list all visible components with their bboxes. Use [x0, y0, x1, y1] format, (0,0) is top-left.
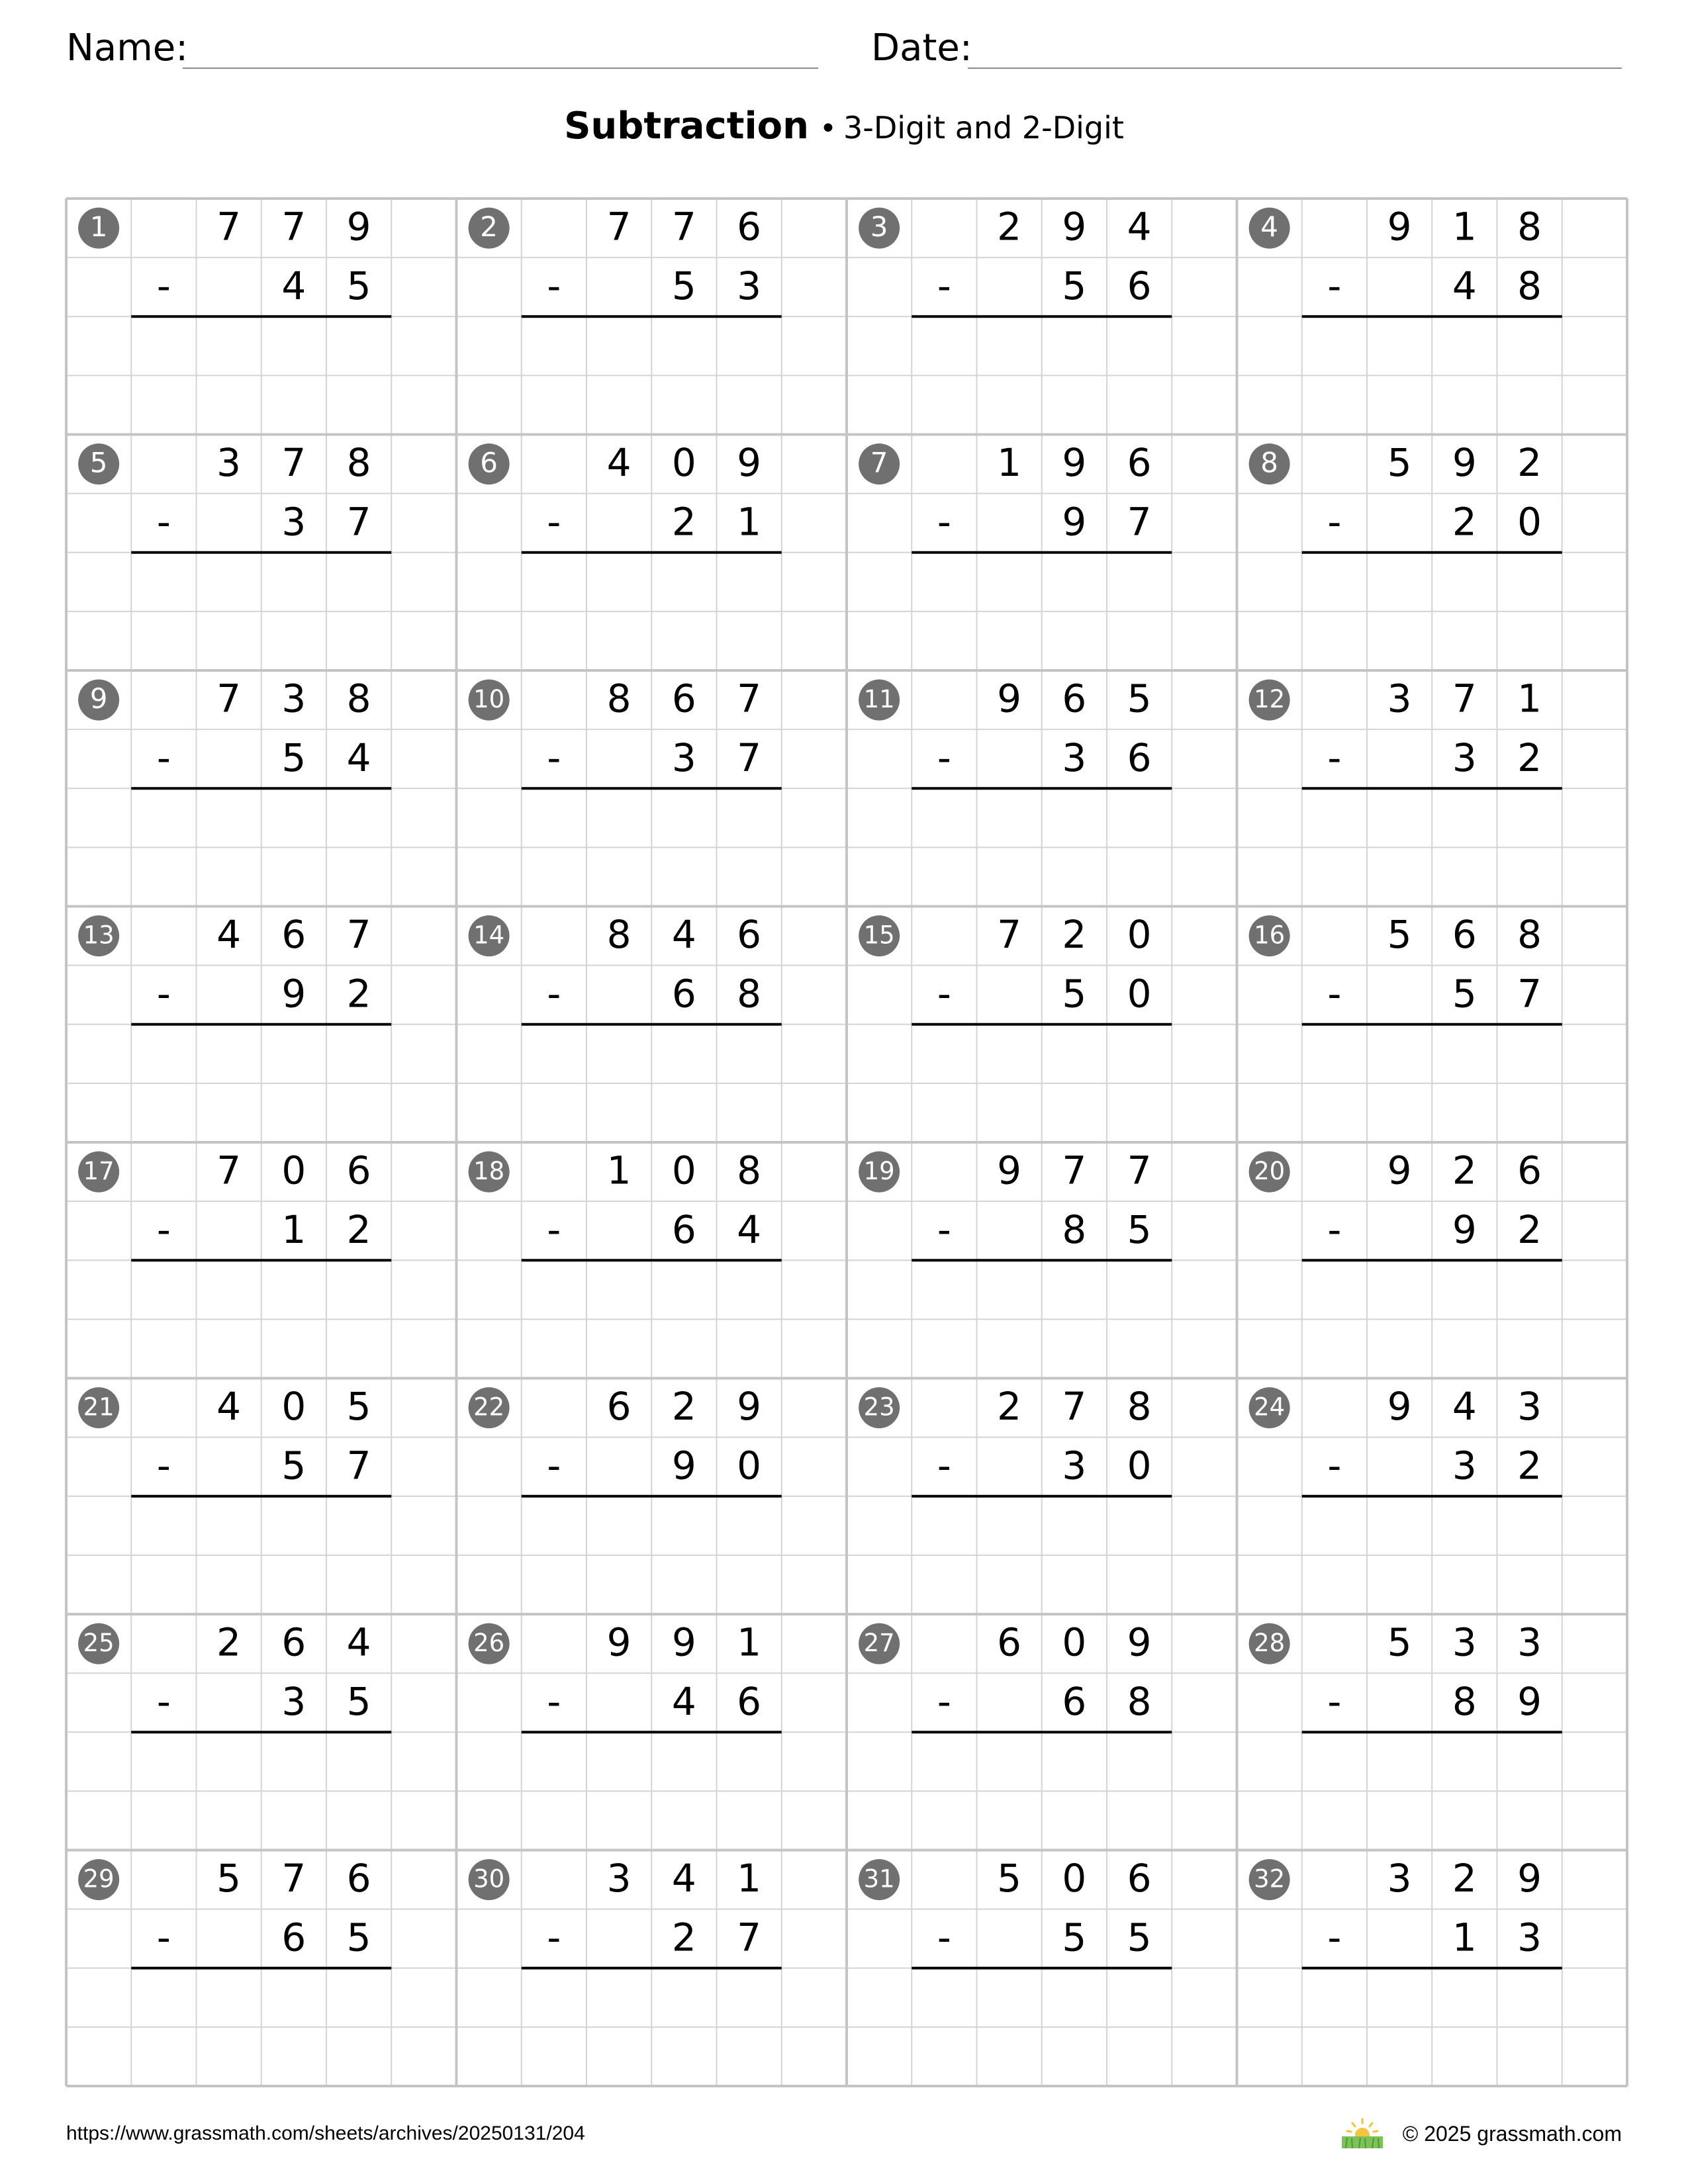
problem-number: 29	[83, 1864, 115, 1893]
problem-number: 1	[89, 210, 108, 244]
problem-number: 31	[863, 1864, 895, 1893]
subtrahend-digit: 9	[1452, 1206, 1477, 1252]
subtrahend-digit: 5	[1452, 971, 1477, 1017]
subtrahend-digit: 1	[1452, 1915, 1477, 1960]
problem-number: 12	[1254, 685, 1286, 714]
minuend-digit: 7	[216, 676, 242, 721]
minus-sign: -	[937, 499, 951, 545]
minuend-digit: 9	[737, 440, 762, 486]
subtrahend-digit: 6	[737, 1678, 762, 1724]
subtrahend-digit: 5	[281, 735, 306, 780]
minuend-digit: 0	[671, 440, 696, 486]
minuend-digit: 7	[281, 204, 306, 250]
minuend-digit: 6	[1517, 1148, 1542, 1193]
minuend-digit: 9	[346, 204, 371, 250]
minuend-digit: 8	[1127, 1384, 1152, 1430]
minuend-digit: 9	[1452, 440, 1477, 486]
minuend-digit: 6	[1127, 1856, 1152, 1901]
subtrahend-digit: 3	[1452, 735, 1477, 780]
minuend-digit: 1	[1452, 204, 1477, 250]
minuend-digit: 7	[606, 204, 632, 250]
problem-number: 7	[870, 446, 888, 479]
minuend-digit: 6	[997, 1619, 1022, 1665]
minuend-digit: 4	[216, 1384, 242, 1430]
minuend-digit: 0	[671, 1148, 696, 1193]
minuend-digit: 7	[281, 1856, 306, 1901]
problem-number: 17	[83, 1157, 115, 1186]
problem-number: 19	[863, 1157, 895, 1186]
subtrahend-digit: 6	[671, 1206, 696, 1252]
minus-sign: -	[1327, 263, 1342, 308]
minuend-digit: 2	[1517, 440, 1542, 486]
subtrahend-digit: 5	[346, 1915, 371, 1960]
subtrahend-digit: 0	[737, 1443, 762, 1488]
footer-copyright: © 2025 grassmath.com	[1402, 2121, 1622, 2146]
minus-sign: -	[937, 1443, 951, 1488]
subtrahend-digit: 5	[281, 1443, 306, 1488]
subtrahend-digit: 1	[737, 499, 762, 545]
minus-sign: -	[547, 499, 561, 545]
minuend-digit: 6	[346, 1856, 371, 1901]
minuend-digit: 3	[1387, 676, 1412, 721]
minuend-digit: 8	[346, 676, 371, 721]
minuend-digit: 0	[1127, 912, 1152, 958]
minuend-digit: 6	[1127, 440, 1152, 486]
subtrahend-digit: 6	[1127, 263, 1152, 308]
minuend-digit: 2	[1452, 1148, 1477, 1193]
problem-number: 20	[1254, 1157, 1286, 1186]
subtrahend-digit: 2	[1517, 735, 1542, 780]
minus-sign: -	[156, 263, 171, 308]
subtrahend-digit: 5	[346, 1678, 371, 1724]
problem-number: 3	[870, 210, 888, 244]
minus-sign: -	[937, 735, 951, 780]
minus-sign: -	[937, 971, 951, 1017]
minuend-digit: 5	[1387, 440, 1412, 486]
subtrahend-digit: 9	[1517, 1678, 1542, 1724]
minuend-digit: 6	[281, 1619, 306, 1665]
subtrahend-digit: 5	[346, 263, 371, 308]
minuend-digit: 9	[1062, 440, 1087, 486]
minuend-digit: 3	[1452, 1619, 1477, 1665]
minuend-digit: 8	[1517, 912, 1542, 958]
minus-sign: -	[547, 1678, 561, 1724]
problem-number: 11	[863, 685, 895, 714]
subtrahend-digit: 9	[281, 971, 306, 1017]
minuend-digit: 0	[281, 1384, 306, 1430]
subtrahend-digit: 5	[1127, 1915, 1152, 1960]
subtrahend-digit: 2	[1517, 1443, 1542, 1488]
minuend-digit: 6	[737, 204, 762, 250]
minuend-digit: 6	[671, 676, 696, 721]
problem-number: 21	[83, 1392, 115, 1422]
subtrahend-digit: 5	[1062, 971, 1087, 1017]
subtrahend-digit: 7	[737, 1915, 762, 1960]
subtrahend-digit: 5	[1062, 1915, 1087, 1960]
problem-number: 16	[1254, 921, 1286, 950]
minuend-digit: 7	[346, 912, 371, 958]
minuend-digit: 5	[1387, 1619, 1412, 1665]
subtrahend-digit: 9	[1062, 499, 1087, 545]
minuend-digit: 0	[1062, 1856, 1087, 1901]
minuend-digit: 1	[737, 1619, 762, 1665]
minuend-digit: 9	[1387, 204, 1412, 250]
minuend-digit: 3	[606, 1856, 632, 1901]
minuend-digit: 5	[346, 1384, 371, 1430]
minuend-digit: 9	[1127, 1619, 1152, 1665]
subtrahend-digit: 7	[1127, 499, 1152, 545]
problem-number: 25	[83, 1629, 115, 1658]
minus-sign: -	[937, 263, 951, 308]
minuend-digit: 3	[281, 676, 306, 721]
minus-sign: -	[1327, 735, 1342, 780]
subtrahend-digit: 7	[346, 1443, 371, 1488]
subtrahend-digit: 3	[737, 263, 762, 308]
subtrahend-digit: 4	[1452, 263, 1477, 308]
problem-number: 24	[1254, 1392, 1286, 1422]
subtrahend-digit: 8	[1452, 1678, 1477, 1724]
minuend-digit: 4	[671, 912, 696, 958]
problem-number: 2	[480, 210, 498, 244]
subtrahend-digit: 3	[1452, 1443, 1477, 1488]
minus-sign: -	[156, 735, 171, 780]
minuend-digit: 8	[606, 676, 632, 721]
minuend-digit: 2	[671, 1384, 696, 1430]
date-label: Date:	[871, 26, 972, 69]
minuend-digit: 2	[997, 1384, 1022, 1430]
minuend-digit: 8	[606, 912, 632, 958]
minuend-digit: 4	[606, 440, 632, 486]
minus-sign: -	[937, 1915, 951, 1960]
minus-sign: -	[1327, 1915, 1342, 1960]
minuend-digit: 4	[1452, 1384, 1477, 1430]
minuend-digit: 8	[737, 1148, 762, 1193]
minuend-digit: 7	[737, 676, 762, 721]
problem-number: 18	[473, 1157, 505, 1186]
subtrahend-digit: 3	[281, 1678, 306, 1724]
subtrahend-digit: 8	[1127, 1678, 1152, 1724]
subtrahend-digit: 4	[671, 1678, 696, 1724]
subtrahend-digit: 2	[1517, 1206, 1542, 1252]
subtrahend-digit: 8	[1517, 263, 1542, 308]
subtrahend-digit: 3	[1062, 735, 1087, 780]
minuend-digit: 1	[997, 440, 1022, 486]
subtrahend-digit: 8	[1062, 1206, 1087, 1252]
problem-number: 32	[1254, 1864, 1286, 1893]
title-subtitle: 3-Digit and 2-Digit	[843, 110, 1124, 146]
minuend-digit: 9	[997, 676, 1022, 721]
title-separator: •	[820, 112, 837, 146]
minus-sign: -	[937, 1678, 951, 1724]
minuend-digit: 5	[1127, 676, 1152, 721]
minuend-digit: 2	[1452, 1856, 1477, 1901]
minuend-digit: 9	[737, 1384, 762, 1430]
minuend-digit: 2	[216, 1619, 242, 1665]
subtrahend-digit: 2	[1452, 499, 1477, 545]
subtrahend-digit: 0	[1517, 499, 1542, 545]
subtrahend-digit: 2	[671, 1915, 696, 1960]
minus-sign: -	[1327, 1443, 1342, 1488]
problem-number: 28	[1254, 1629, 1286, 1658]
minus-sign: -	[547, 263, 561, 308]
minuend-digit: 1	[737, 1856, 762, 1901]
minus-sign: -	[937, 1206, 951, 1252]
minuend-digit: 0	[281, 1148, 306, 1193]
minuend-digit: 9	[606, 1619, 632, 1665]
minuend-digit: 4	[1127, 204, 1152, 250]
problem-number: 30	[473, 1864, 505, 1893]
minuend-digit: 6	[1062, 676, 1087, 721]
minuend-digit: 7	[1062, 1148, 1087, 1193]
minuend-digit: 9	[997, 1148, 1022, 1193]
minuend-digit: 6	[737, 912, 762, 958]
problem-number: 4	[1260, 210, 1278, 244]
problem-number: 5	[89, 446, 108, 479]
subtrahend-digit: 3	[1517, 1915, 1542, 1960]
problem-number: 14	[473, 921, 505, 950]
subtrahend-digit: 2	[346, 1206, 371, 1252]
minuend-digit: 6	[281, 912, 306, 958]
minuend-digit: 9	[671, 1619, 696, 1665]
minuend-digit: 4	[346, 1619, 371, 1665]
minuend-digit: 7	[216, 204, 242, 250]
problem-number: 6	[480, 446, 498, 479]
minus-sign: -	[547, 971, 561, 1017]
minuend-digit: 2	[1062, 912, 1087, 958]
subtrahend-digit: 5	[1127, 1206, 1152, 1252]
minuend-digit: 6	[1452, 912, 1477, 958]
minus-sign: -	[156, 971, 171, 1017]
minuend-digit: 1	[1517, 676, 1542, 721]
minuend-digit: 7	[1062, 1384, 1087, 1430]
problem-number: 13	[83, 921, 115, 950]
minus-sign: -	[547, 1443, 561, 1488]
subtrahend-digit: 6	[1127, 735, 1152, 780]
problem-number: 15	[863, 921, 895, 950]
problem-number: 8	[1260, 446, 1278, 479]
minuend-digit: 0	[1062, 1619, 1087, 1665]
minuend-digit: 5	[1387, 912, 1412, 958]
minuend-digit: 2	[997, 204, 1022, 250]
minus-sign: -	[547, 1206, 561, 1252]
subtrahend-digit: 6	[671, 971, 696, 1017]
minus-sign: -	[156, 1678, 171, 1724]
minus-sign: -	[156, 1206, 171, 1252]
subtrahend-digit: 0	[1127, 971, 1152, 1017]
minuend-digit: 4	[671, 1856, 696, 1901]
minuend-digit: 7	[1127, 1148, 1152, 1193]
problem-number: 23	[863, 1392, 895, 1422]
minuend-digit: 4	[216, 912, 242, 958]
minuend-digit: 6	[606, 1384, 632, 1430]
subtrahend-digit: 8	[737, 971, 762, 1017]
problem-number: 26	[473, 1629, 505, 1658]
minuend-digit: 1	[606, 1148, 632, 1193]
subtrahend-digit: 4	[737, 1206, 762, 1252]
minus-sign: -	[156, 1443, 171, 1488]
minuend-digit: 5	[997, 1856, 1022, 1901]
minus-sign: -	[1327, 1678, 1342, 1724]
minuend-digit: 6	[346, 1148, 371, 1193]
subtrahend-digit: 6	[281, 1915, 306, 1960]
minuend-digit: 9	[1387, 1148, 1412, 1193]
minuend-digit: 8	[1517, 204, 1542, 250]
minuend-digit: 8	[346, 440, 371, 486]
subtrahend-digit: 0	[1127, 1443, 1152, 1488]
minus-sign: -	[1327, 971, 1342, 1017]
subtrahend-digit: 7	[346, 499, 371, 545]
minuend-digit: 9	[1387, 1384, 1412, 1430]
subtrahend-digit: 4	[281, 263, 306, 308]
problem-number: 9	[89, 682, 108, 715]
subtrahend-digit: 6	[1062, 1678, 1087, 1724]
minuend-digit: 7	[1452, 676, 1477, 721]
subtrahend-digit: 5	[671, 263, 696, 308]
name-label: Name:	[66, 26, 189, 69]
minuend-digit: 3	[216, 440, 242, 486]
minus-sign: -	[156, 499, 171, 545]
subtrahend-digit: 2	[346, 971, 371, 1017]
footer-url: https://www.grassmath.com/sheets/archives/20250131/204	[66, 2122, 585, 2144]
subtrahend-digit: 7	[1517, 971, 1542, 1017]
minus-sign: -	[1327, 499, 1342, 545]
subtrahend-digit: 1	[281, 1206, 306, 1252]
problem-number: 27	[863, 1629, 895, 1658]
subtrahend-digit: 3	[1062, 1443, 1087, 1488]
minuend-digit: 7	[997, 912, 1022, 958]
subtrahend-digit: 2	[671, 499, 696, 545]
minuend-digit: 3	[1517, 1619, 1542, 1665]
minus-sign: -	[547, 1915, 561, 1960]
minus-sign: -	[1327, 1206, 1342, 1252]
problem-number: 10	[473, 685, 505, 714]
minuend-digit: 7	[281, 440, 306, 486]
minus-sign: -	[547, 735, 561, 780]
footer-brand	[1339, 2118, 1622, 2150]
minuend-digit: 9	[1517, 1856, 1542, 1901]
minuend-digit: 9	[1062, 204, 1087, 250]
subtrahend-digit: 3	[281, 499, 306, 545]
problem-number: 22	[473, 1392, 505, 1422]
subtrahend-digit: 7	[737, 735, 762, 780]
minuend-digit: 3	[1387, 1856, 1412, 1901]
subtrahend-digit: 4	[346, 735, 371, 780]
title-main: Subtraction	[564, 105, 810, 148]
minuend-digit: 5	[216, 1856, 242, 1901]
minuend-digit: 7	[671, 204, 696, 250]
subtrahend-digit: 9	[671, 1443, 696, 1488]
subtrahend-digit: 5	[1062, 263, 1087, 308]
subtrahend-digit: 3	[671, 735, 696, 780]
minuend-digit: 3	[1517, 1384, 1542, 1430]
minuend-digit: 7	[216, 1148, 242, 1193]
grass-sun-logo-icon	[1339, 2118, 1385, 2150]
minus-sign: -	[156, 1915, 171, 1960]
